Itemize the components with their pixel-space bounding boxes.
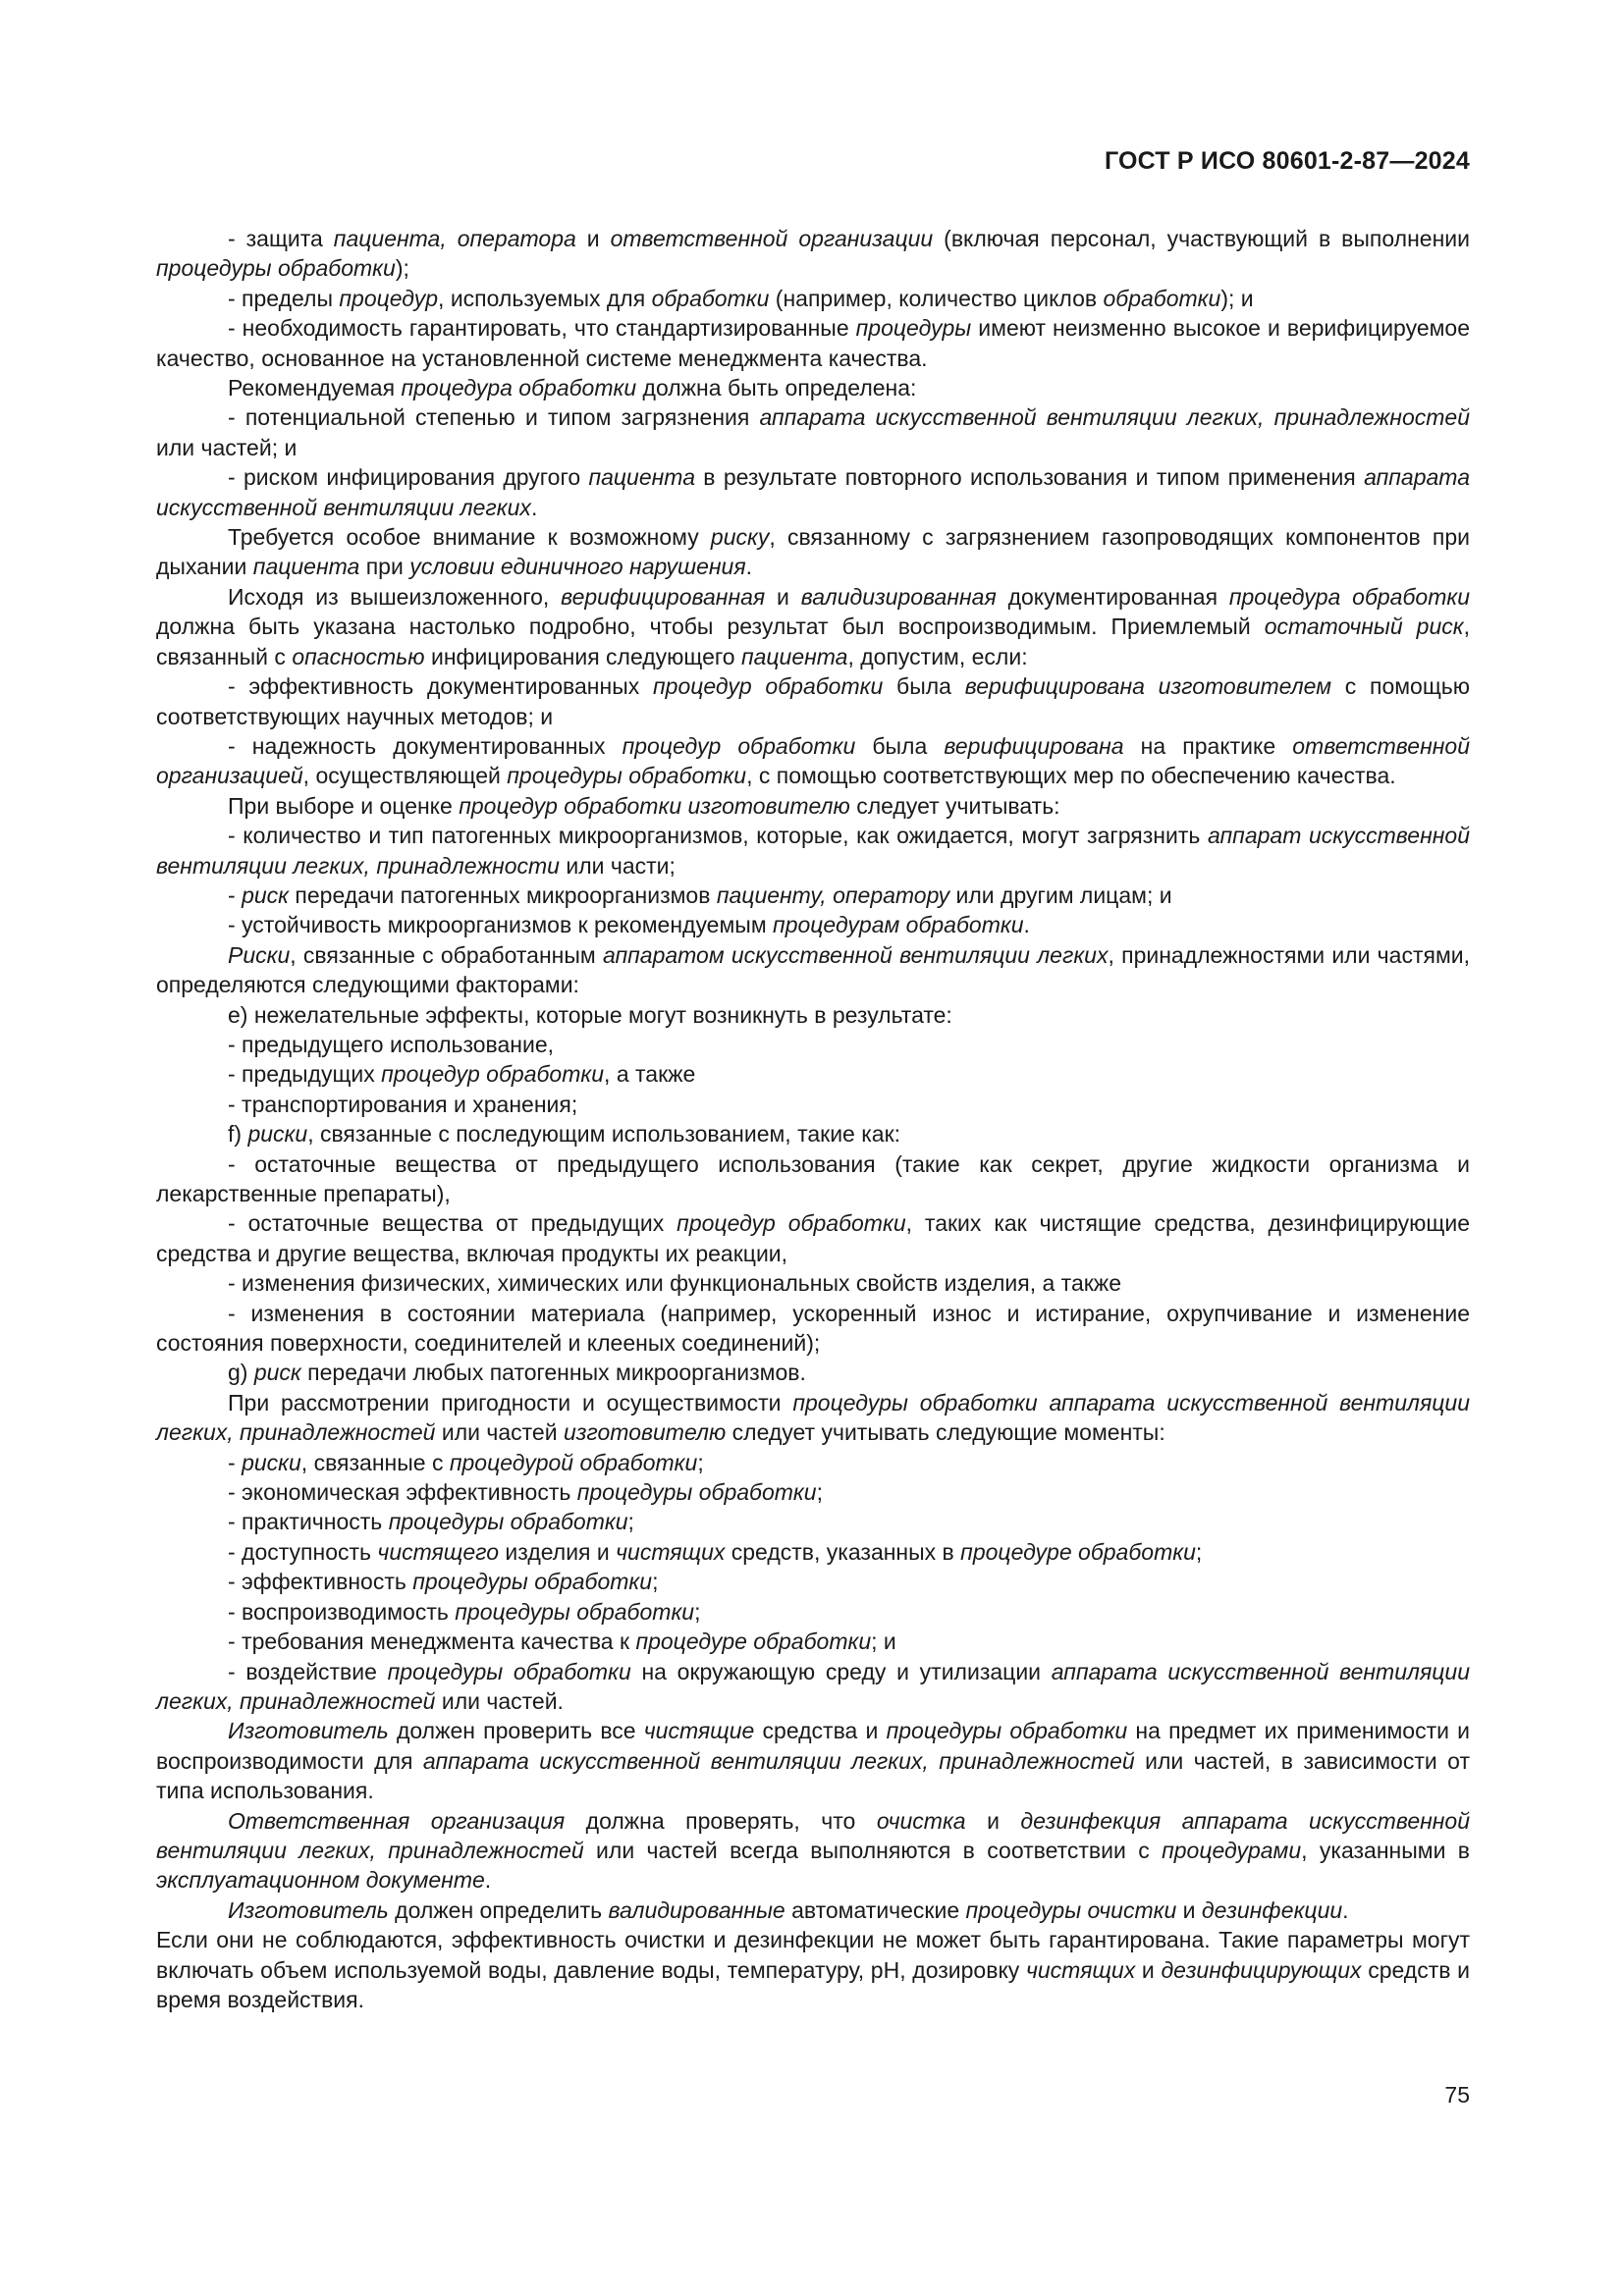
paragraph: - надежность документированных процедур обработки была верифицирована на практике ответственной организацией, осуществляющей процедуры обработки, с помощью соответствующих мер по обеспечению качества.	[156, 732, 1470, 789]
paragraph: - риск передачи патогенных микроорганизмов пациенту, оператору или другим лицам; и	[228, 881, 1172, 908]
paragraph: - предыдущего использование,	[228, 1031, 555, 1057]
paragraph: Рекомендуемая процедура обработки должна быть определена:	[228, 375, 917, 401]
paragraph: - количество и тип патогенных микроорганизмов, которые, как ожидается, могут загрязнить аппарат искусственной вентиляции легких, принадлежности или части;	[156, 823, 1470, 879]
paragraph: - изменения в состоянии материала (например, ускоренный износ и истирание, охрупчивание и изменение состояния поверхности, соединителей и клееных соединений);	[156, 1300, 1470, 1357]
paragraph: e) нежелательные эффекты, которые могут возникнуть в результате:	[228, 1001, 952, 1028]
paragraph: - риском инфицирования другого пациента в результате повторного использования и типом применения аппарата искусственной вентиляции легких.	[156, 464, 1470, 520]
paragraph: Если они не соблюдаются, эффективность очистки и дезинфекции не может быть гарантирована. Такие параметры могут включать объем используемой воды, давление воды, температуру, pH, дозировку чистящих и дезинфицирующих средств и время воздействия.	[156, 1927, 1470, 2012]
paragraph: Ответственная организация должна проверять, что очистка и дезинфекция аппарата искусственной вентиляции легких, принадлежностей или частей всегда выполняются в соответствии с процедурами, указанными в эксплуатационном документе.	[156, 1807, 1471, 1894]
paragraph: - устойчивость микроорганизмов к рекомендуемым процедурам обработки.	[228, 912, 1030, 938]
paragraph: - транспортирования и хранения;	[228, 1091, 578, 1117]
paragraph: - эффективность процедуры обработки;	[228, 1569, 659, 1595]
paragraph: - доступность чистящего изделия и чистящих средств, указанных в процедуре обработки;	[228, 1538, 1203, 1565]
paragraph: - необходимость гарантировать, что стандартизированные процедуры имеют неизменно высокое и верифицируемое качество, основанное на установленной системе менеджмента качества.	[156, 315, 1470, 371]
paragraph: - предыдущих процедур обработки, а также	[228, 1061, 696, 1088]
paragraph: При выборе и оценке процедур обработки изготовителю следует учитывать:	[228, 792, 1060, 819]
paragraph: - воздействие процедуры обработки на окружающую среду и утилизации аппарата искусственной вентиляции легких, принадлежностей или частей.	[156, 1658, 1470, 1714]
paragraph: - экономическая эффективность процедуры обработки;	[228, 1479, 823, 1506]
paragraph: - остаточные вещества от предыдущих процедур обработки, таких как чистящие средства, дезинфицирующие средства и другие вещества, включая продукты их реакции,	[156, 1210, 1470, 1266]
page-number: 75	[1444, 2082, 1470, 2108]
paragraph: - потенциальной степенью и типом загрязнения аппарата искусственной вентиляции легких, принадлежностей или частей; и	[156, 404, 1470, 460]
paragraph: Риски, связанные с обработанным аппаратом искусственной вентиляции легких, принадлежностями или частями, определяются следующими факторами:	[156, 941, 1470, 998]
paragraph: При рассмотрении пригодности и осуществимости процедуры обработки аппарата искусственной вентиляции легких, принадлежностей или частей изготовителю следует учитывать следующие моменты:	[156, 1389, 1471, 1446]
paragraph: Требуется особое внимание к возможному риску, связанному с загрязнением газопроводящих компонентов при дыхании пациента при условии единичного нарушения.	[156, 524, 1470, 580]
paragraph: Изготовитель должен проверить все чистящие средства и процедуры обработки на предмет их применимости и воспроизводимости для аппарата искусственной вентиляции легких, принадлежностей или частей, в зависимости от типа использования.	[156, 1718, 1470, 1804]
paragraph: - риски, связанные с процедурой обработки;	[228, 1449, 704, 1475]
paragraph: - эффективность документированных процедур обработки была верифицирована изготовителем с помощью соответствующих научных методов; и	[156, 673, 1471, 729]
paragraph: - практичность процедуры обработки;	[228, 1509, 634, 1535]
paragraph: - защита пациента, оператора и ответственной организации (включая персонал, участвующий в выполнении процедуры обработки);	[156, 226, 1470, 282]
paragraph: - пределы процедур, используемых для обработки (например, количество циклов обработки); и	[228, 285, 1254, 311]
document-header: ГОСТ Р ИСО 80601-2-87—2024	[1104, 147, 1470, 175]
paragraph: Исходя из вышеизложенного, верифицированная и валидизированная документированная процедура обработки должна быть указана настолько подробно, чтобы результат был воспроизводимым. Приемлемый остаточный риск, связанный с опасностью инфицирования следующего пациента, допустим, если:	[156, 583, 1470, 669]
paragraph: - остаточные вещества от предыдущего использования (такие как секрет, другие жидкости организма и лекарственные препараты),	[156, 1150, 1470, 1206]
paragraph: g) риск передачи любых патогенных микроорганизмов.	[228, 1360, 806, 1386]
paragraph: f) риски, связанные с последующим использованием, такие как:	[228, 1121, 901, 1148]
paragraph: - воспроизводимость процедуры обработки;	[228, 1598, 701, 1625]
paragraph: Изготовитель должен определить валидированные автоматические процедуры очистки и дезинфекции.	[228, 1896, 1349, 1923]
body-text	[156, 224, 1470, 2014]
paragraph: - требования менеджмента качества к процедуре обработки; и	[228, 1629, 896, 1655]
paragraph: - изменения физических, химических или функциональных свойств изделия, а также	[228, 1270, 1121, 1297]
